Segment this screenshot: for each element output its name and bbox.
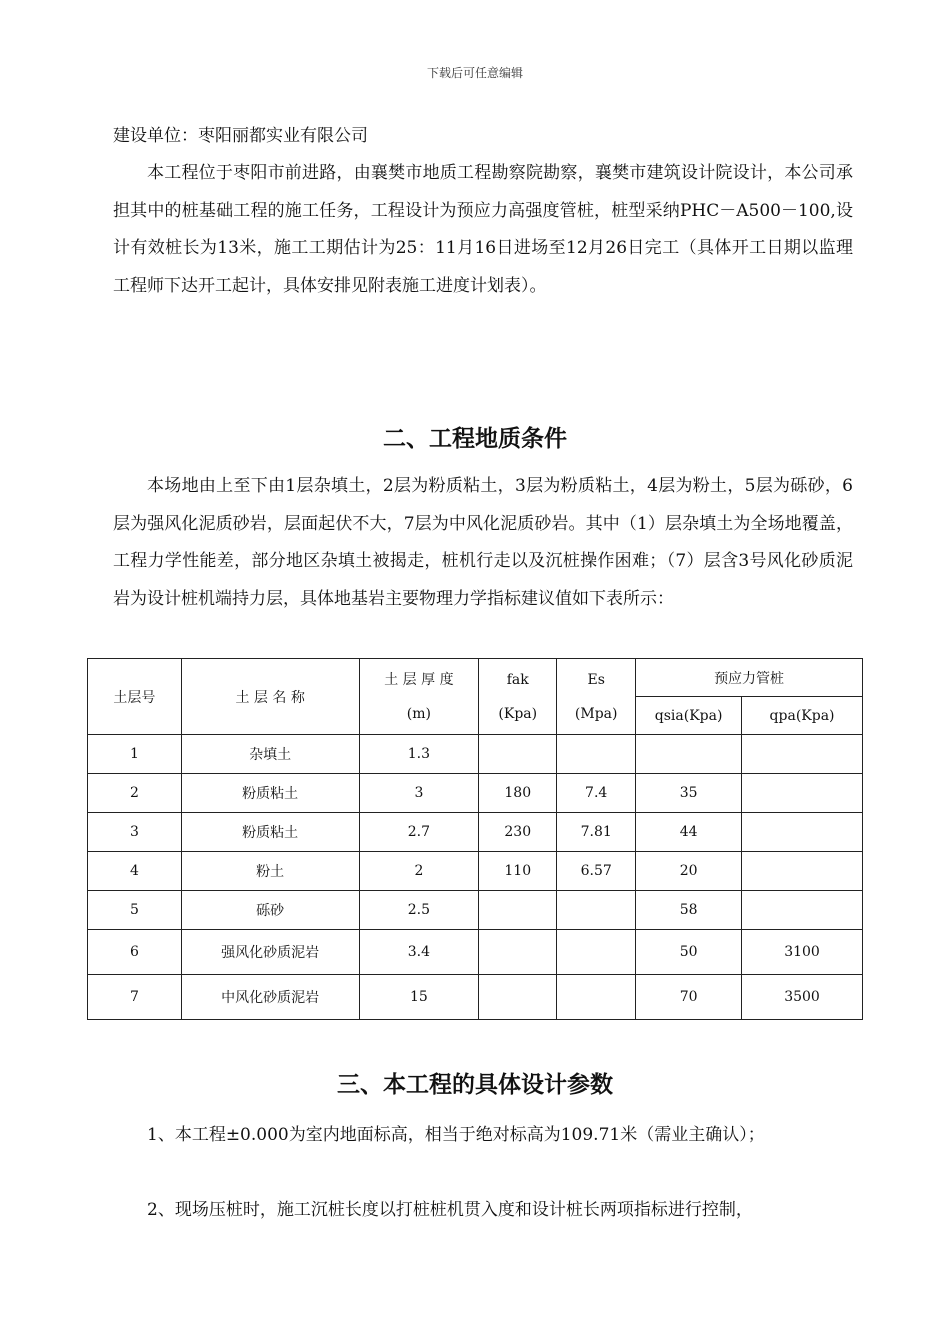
cell-qsia: 50 [636, 930, 742, 975]
header-fak-unit: (Kpa) [498, 705, 538, 722]
cell-fak [479, 891, 557, 930]
cell-no: 1 [88, 735, 182, 774]
cell-es [557, 735, 636, 774]
header-fak-label: fak [506, 671, 529, 688]
header-qpa: qpa(Kpa) [742, 697, 863, 735]
geology-paragraph: 本场地由上至下由1层杂填土，2层为粉质粘土，3层为粉质粘土，4层为粉土，5层为砾砂，6层为强风化泥质砂岩，层面起伏不大，7层为中风化泥质砂岩。其中（1）层杂填土为全场地覆盖，工程力学性能差，部分地区杂填土被揭走，桩机行走以及沉桩操作困难；（7）层含3号风化砂质泥岩为设计桩机端持力层，具体地基岩主要物理力学指标建议值如下表所示： [113, 476, 853, 609]
header-es-label: Es [587, 671, 605, 688]
cell-es: 6.57 [557, 852, 636, 891]
cell-qpa: 3100 [742, 930, 863, 975]
cell-es: 7.81 [557, 813, 636, 852]
design-param-item-2: 2、现场压桩时，施工沉桩长度以打桩桩机贯入度和设计桩长两项指标进行控制， [147, 1200, 753, 1220]
cell-qpa [742, 852, 863, 891]
cell-name: 中风化砂质泥岩 [181, 975, 359, 1020]
cell-thickness: 1.3 [359, 735, 479, 774]
cell-fak: 180 [479, 774, 557, 813]
table-row [88, 891, 863, 930]
header-prestressed-pile: 预应力管桩 [636, 659, 863, 697]
cell-name: 粉质粘土 [181, 813, 359, 852]
header-layer-name: 土 层 名 称 [181, 659, 359, 735]
header-thickness-label: 土 层 厚 度 [384, 671, 454, 688]
cell-no: 6 [88, 930, 182, 975]
section-2-title: 二、工程地质条件 [383, 425, 567, 452]
cell-thickness: 15 [359, 975, 479, 1020]
table-row [88, 930, 863, 975]
cell-es [557, 975, 636, 1020]
header-es-unit: (Mpa) [574, 705, 618, 722]
cell-qsia: 20 [636, 852, 742, 891]
cell-thickness: 3.4 [359, 930, 479, 975]
cell-qpa [742, 891, 863, 930]
cell-qsia [636, 735, 742, 774]
cell-no: 4 [88, 852, 182, 891]
header-layer-no: 土层号 [88, 659, 182, 735]
section-3-title: 三、本工程的具体设计参数 [337, 1071, 613, 1098]
cell-no: 2 [88, 774, 182, 813]
header-fak [479, 659, 557, 735]
cell-qpa: 3500 [742, 975, 863, 1020]
cell-thickness: 3 [359, 774, 479, 813]
cell-fak: 110 [479, 852, 557, 891]
cell-fak [479, 930, 557, 975]
cell-fak: 230 [479, 813, 557, 852]
table-row [88, 975, 863, 1020]
cell-qsia: 70 [636, 975, 742, 1020]
header-thickness [359, 659, 479, 735]
header-thickness-unit: (m) [406, 705, 431, 722]
table-row [88, 774, 863, 813]
construction-unit-line: 建设单位：枣阳丽都实业有限公司 [113, 126, 368, 146]
table-row [88, 735, 863, 774]
cell-qpa [742, 735, 863, 774]
cell-name: 杂填土 [181, 735, 359, 774]
table-header-row [88, 659, 863, 697]
design-param-item-1: 1、本工程±0.000为室内地面标高，相当于绝对标高为109.71米（需业主确认）； [147, 1125, 765, 1145]
cell-no: 7 [88, 975, 182, 1020]
header-qsia: qsia(Kpa) [636, 697, 742, 735]
cell-thickness: 2.5 [359, 891, 479, 930]
page-header-note: 下载后可任意编辑 [426, 66, 523, 80]
cell-fak [479, 735, 557, 774]
cell-qpa [742, 774, 863, 813]
soil-parameter-table [87, 658, 863, 1020]
cell-es [557, 930, 636, 975]
cell-es: 7.4 [557, 774, 636, 813]
cell-no: 3 [88, 813, 182, 852]
cell-qsia: 35 [636, 774, 742, 813]
cell-thickness: 2.7 [359, 813, 479, 852]
header-es [557, 659, 636, 735]
cell-name: 砾砂 [181, 891, 359, 930]
cell-qsia: 44 [636, 813, 742, 852]
project-intro-paragraph: 本工程位于枣阳市前进路，由襄樊市地质工程勘察院勘察，襄樊市建筑设计院设计，本公司承担其中的桩基础工程的施工任务，工程设计为预应力高强度管桩，桩型采纳PHC－A500－100,设计有效桩长为13米，施工工期估计为25：11月16日进场至12月26日完工（具体开工日期以监理工程师下达开工起计，具体安排见附表施工进度计划表）。 [113, 163, 853, 296]
cell-thickness: 2 [359, 852, 479, 891]
cell-no: 5 [88, 891, 182, 930]
table-row [88, 813, 863, 852]
cell-qsia: 58 [636, 891, 742, 930]
table-row [88, 852, 863, 891]
cell-name: 强风化砂质泥岩 [181, 930, 359, 975]
cell-qpa [742, 813, 863, 852]
cell-name: 粉质粘土 [181, 774, 359, 813]
cell-fak [479, 975, 557, 1020]
cell-name: 粉土 [181, 852, 359, 891]
cell-es [557, 891, 636, 930]
